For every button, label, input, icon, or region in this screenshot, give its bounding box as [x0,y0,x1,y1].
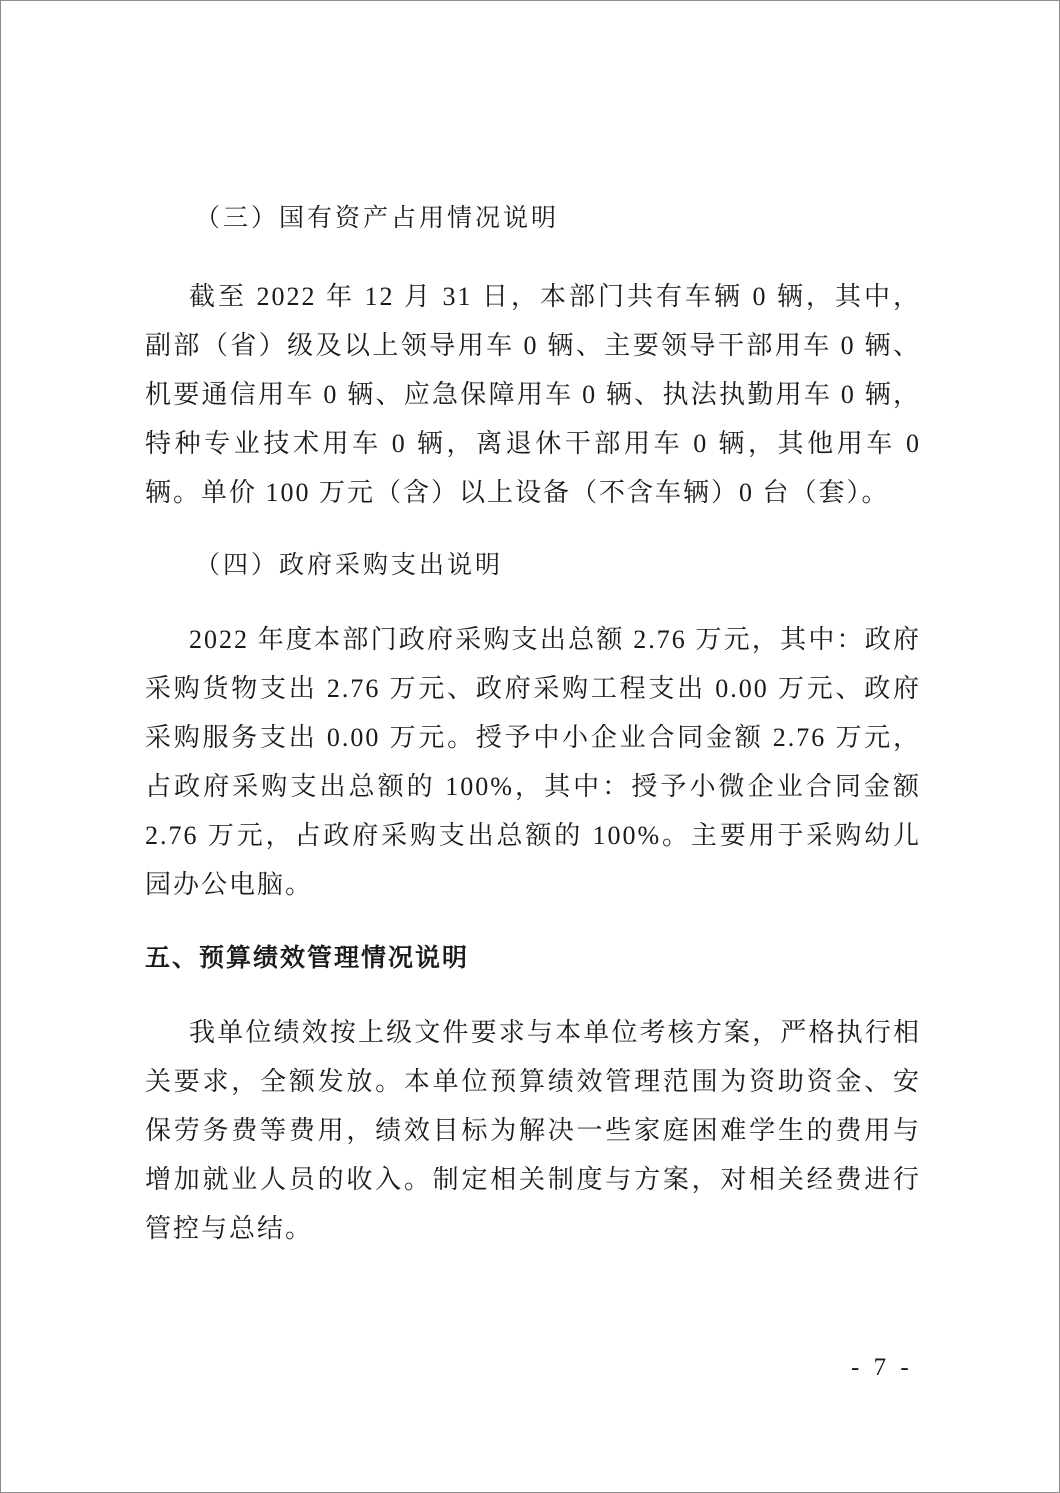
page-number: - 7 - [851,1354,913,1381]
heading-budget-performance: 五、预算绩效管理情况说明 [145,945,470,972]
heading-state-assets: （三）国有资产占用情况说明 [195,205,560,232]
paragraph-state-assets: 截至 2022 年 12 月 31 日，本部门共有车辆 0 辆，其中，副部（省）级及以上领导用车 0 辆、主要领导干部用车 0 辆、机要通信用车 0 辆、应急保障用车 0 辆、执法执勤用车 0 辆，特种专业技术用车 0 辆，离退休干部用车 0 辆，其他用车 0 辆。单价 100 万元（含）以上设备（不含车辆）0 台（套）。 [145,282,921,507]
heading-government-procurement: （四）政府采购支出说明 [195,552,504,579]
paragraph-government-procurement: 2022 年度本部门政府采购支出总额 2.76 万元，其中：政府采购货物支出 2.76 万元、政府采购工程支出 0.00 万元、政府采购服务支出 0.00 万元。授予中小企业合同金额 2.76 万元，占政府采购支出总额的 100%，其中：授予小微企业合同金额 2.76 万元，占政府采购支出总额的 100%。主要用于采购幼儿园办公电脑。 [145,625,921,899]
paragraph-budget-performance: 我单位绩效按上级文件要求与本单位考核方案，严格执行相关要求，全额发放。本单位预算绩效管理范围为资助资金、安保劳务费等费用，绩效目标为解决一些家庭困难学生的费用与增加就业人员的收入。制定相关制度与方案，对相关经费进行管控与总结。 [145,1018,921,1243]
